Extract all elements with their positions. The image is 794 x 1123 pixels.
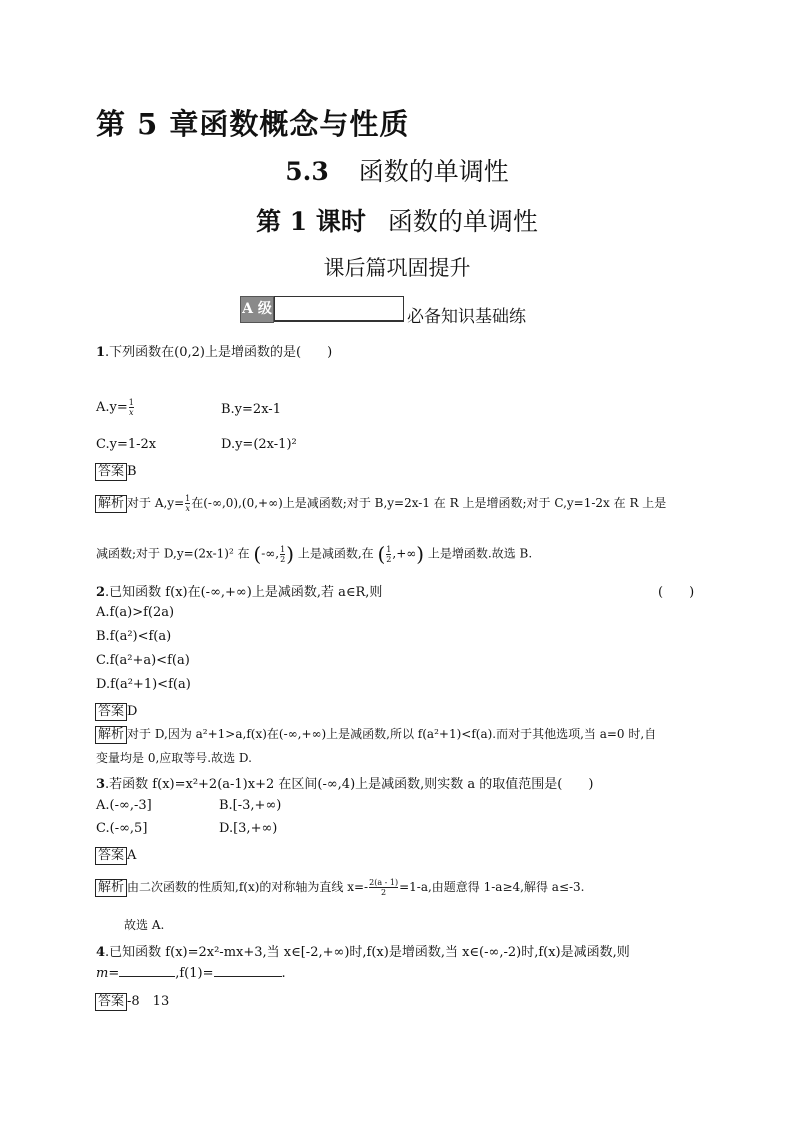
frac-num: 1 [386, 544, 392, 554]
interval1-fraction [280, 545, 285, 564]
paren-left: ( [377, 542, 386, 566]
q1-analysis-line1 [95, 494, 666, 513]
q2-analysis-line2: 变量均是 0,应取等号.故选 D. [96, 751, 252, 765]
q4-period: . [281, 966, 286, 981]
q3-option-b: B.[-3,+∞) [219, 798, 282, 813]
q1-number: 1 [96, 345, 106, 360]
q1-option-b: B.y=2x-1 [221, 402, 281, 417]
q3-analysis-line2: 故选 A. [124, 918, 165, 932]
q4-f1-label: ,f(1)= [175, 966, 214, 981]
q1-option-a-fraction [129, 398, 134, 417]
q1-analysis-fraction [185, 494, 190, 513]
q4-answer-value: -8 13 [127, 994, 170, 1009]
frac-den: 2 [386, 554, 392, 564]
q3-analysis-1a: 由二次函数的性质知,f(x)的对称轴为直线 x=- [127, 880, 369, 894]
answer-tag: 答案 [95, 993, 127, 1011]
frac-den: 2 [280, 554, 286, 564]
q3-option-d: D.[3,+∞) [219, 821, 278, 836]
q2-answer-paren: ( ) [658, 585, 695, 600]
q3-option-c: C.(-∞,5] [96, 821, 148, 836]
frac-num: 1 [185, 494, 191, 503]
analysis-tag: 解析 [95, 726, 127, 744]
q4-line2 [96, 966, 286, 981]
q2-stem-text: .已知函数 f(x)在(-∞,+∞)上是减函数,若 a∈R,则 [105, 585, 383, 600]
q3-analysis-line1 [95, 878, 585, 897]
lesson-title [0, 202, 794, 238]
q4-stem-text: .已知函数 f(x)=2x²-mx+3,当 x∈[-2,+∞)时,f(x)是增函数,当 x∈(-∞,-2)时,f(x)是减函数,则 [105, 945, 630, 960]
level-tag: A 级 [240, 296, 274, 323]
paren-right: ) [286, 542, 294, 566]
q1-stem [96, 341, 332, 360]
answer-tag: 答案 [95, 703, 127, 721]
section-name: 函数的单调性 [358, 157, 509, 186]
frac-num: 1 [128, 398, 134, 407]
q4-blank-f1[interactable] [214, 976, 282, 977]
answer-tag: 答案 [95, 463, 127, 481]
frac-num: 2(a - 1) [369, 878, 399, 887]
q2-number: 2 [96, 585, 106, 600]
q4-number: 4 [96, 945, 106, 960]
q3-option-a: A.(-∞,-3] [96, 798, 152, 813]
q1-option-a [96, 398, 135, 417]
q4-blank-m[interactable] [119, 976, 175, 977]
section-number: 5.3 [285, 157, 329, 186]
analysis-tag: 解析 [95, 495, 127, 513]
q1-option-c: C.y=1-2x [96, 437, 157, 452]
q2-option-b: B.f(a²)<f(a) [96, 629, 172, 644]
paren-left: ( [253, 542, 262, 566]
q2-option-a: A.f(a)>f(2a) [96, 605, 175, 620]
q3-stem-text: .若函数 f(x)=x²+2(a-1)x+2 在区间(-∞,4)上是减函数,则实数 a 的取值范围是( ) [105, 777, 594, 792]
q3-analysis-fraction [369, 878, 398, 897]
q1-analysis-1b: 在(-∞,0),(0,+∞)上是减函数;对于 B,y=2x-1 在 R 上是增函数;对于 C,y=1-2x 在 R 上是 [191, 496, 667, 510]
chapter-title: 第 5 章函数概念与性质 [96, 107, 410, 141]
paren-right: ) [416, 542, 425, 566]
q4-stem [96, 941, 630, 960]
q1-analysis-2a: 减函数;对于 D,y=(2x-1)² 在 [96, 546, 250, 561]
q2-answer [95, 700, 137, 721]
q1-analysis-2c: 上是增函数.故选 B. [427, 546, 533, 561]
q2-answer-value: D [127, 704, 138, 719]
q1-analysis-2b: 上是减函数,在 [297, 546, 374, 561]
q3-answer-value: A [127, 848, 137, 863]
q1-analysis-line2 [96, 542, 532, 566]
q2-analysis-1: 对于 D,因为 a²+1>a,f(x)在(-∞,+∞)上是减函数,所以 f(a²+1)<f(a).而对于其他选项,当 a=0 时,自 [127, 727, 657, 741]
q2-option-c: C.f(a²+a)<f(a) [96, 653, 190, 668]
answer-tag: 答案 [95, 847, 127, 865]
section-title [0, 152, 794, 188]
lesson-name: 函数的单调性 [387, 207, 538, 236]
q4-m-label: m= [96, 966, 120, 981]
lesson-number: 第 1 课时 [256, 207, 366, 236]
frac-den: x [185, 504, 190, 513]
q3-number: 3 [96, 777, 106, 792]
q2-analysis-line1 [95, 725, 656, 744]
q1-option-a-text: A.y= [96, 400, 128, 415]
level-label: 必备知识基础练 [407, 307, 526, 327]
after-class-heading: 课后篇巩固提升 [323, 256, 471, 280]
q2-option-d: D.f(a²+1)<f(a) [96, 677, 191, 692]
q1-answer [95, 460, 137, 481]
frac-den: x [129, 408, 134, 417]
analysis-tag: 解析 [95, 879, 127, 897]
q1-answer-value: B [127, 464, 137, 479]
q1-option-d: D.y=(2x-1)² [221, 437, 297, 452]
level-box [274, 296, 404, 322]
q3-analysis-1b: =1-a,由题意得 1-a≥4,解得 a≤-3. [399, 880, 585, 894]
frac-num: 1 [280, 544, 286, 554]
q1-analysis-1a: 对于 A,y= [127, 496, 185, 510]
q3-stem [96, 773, 593, 792]
frac-den: 2 [369, 887, 398, 897]
q3-answer [95, 844, 136, 865]
q1-stem-text: .下列函数在(0,2)上是增函数的是( ) [105, 345, 333, 360]
q2-stem [96, 581, 382, 600]
interval1-left: -∞, [261, 546, 280, 561]
q4-answer [95, 990, 169, 1011]
interval2-right: ,+∞ [392, 546, 417, 561]
interval2-fraction [386, 545, 391, 564]
